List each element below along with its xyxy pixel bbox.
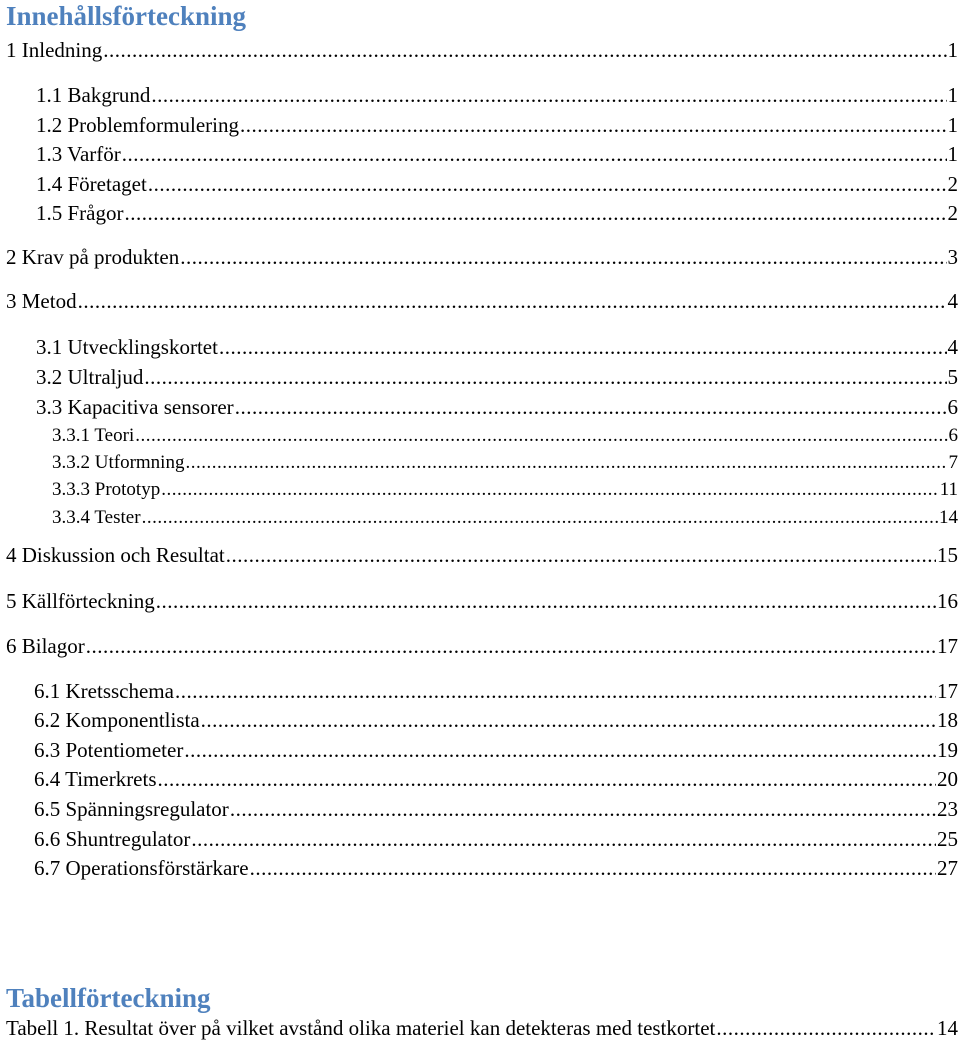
toc-entry[interactable]: [36, 199, 958, 225]
dot-leader: [103, 38, 946, 62]
toc-entry[interactable]: [36, 140, 958, 166]
toc-entry-page: 20: [937, 767, 958, 791]
toc-entry-page: 7: [948, 452, 958, 473]
dot-leader: [184, 738, 936, 762]
toc-entry[interactable]: [34, 736, 958, 762]
toc-entry-label: 3.2 Ultraljud: [36, 365, 144, 389]
toc-entry-page: 4: [947, 289, 958, 313]
table-list-entry-page: 14: [937, 1016, 958, 1040]
toc-entry-page: 6: [947, 395, 958, 419]
toc-entry-page: 16: [937, 589, 958, 613]
toc-entry[interactable]: [52, 423, 958, 447]
toc-entry-label: 3.3.1 Teori: [52, 425, 135, 446]
toc-entry-page: 1: [947, 83, 958, 107]
toc-entry[interactable]: [34, 765, 958, 791]
toc-entry-label: 6 Bilagor: [6, 634, 85, 658]
dot-leader: [122, 142, 947, 166]
dot-leader: [240, 113, 947, 137]
toc-entry-label: 3.1 Utvecklingskortet: [36, 335, 218, 359]
dot-leader: [235, 395, 947, 419]
dot-leader: [78, 289, 947, 313]
table-list-entry[interactable]: [6, 1014, 958, 1040]
toc-entry-page: 25: [937, 827, 958, 851]
dot-leader: [142, 507, 938, 529]
dot-leader: [201, 708, 936, 732]
toc-entry-label: 3 Metod: [6, 289, 77, 313]
toc-entry-label: 4 Diskussion och Resultat: [6, 543, 225, 567]
dot-leader: [191, 827, 936, 851]
table-list-entry-label: Tabell 1. Resultat över på vilket avstånd olika materiel kan detekteras med testkortet: [6, 1016, 716, 1040]
dot-leader: [151, 83, 946, 107]
toc-entry-page: 11: [939, 479, 958, 500]
toc-entry-page: 23: [937, 797, 958, 821]
toc-entry[interactable]: [6, 243, 958, 269]
toc-entry-label: 2 Krav på produkten: [6, 245, 180, 269]
toc-entry[interactable]: [34, 825, 958, 851]
toc-entry-page: 5: [947, 365, 958, 389]
toc-entry[interactable]: [36, 111, 958, 137]
toc-entry-page: 1: [947, 38, 958, 62]
dot-leader: [148, 172, 947, 196]
toc-entry-label: 5 Källförteckning: [6, 589, 155, 613]
dot-leader: [158, 767, 936, 791]
dot-leader: [180, 245, 946, 269]
toc-entry-label: 1.5 Frågor: [36, 201, 124, 225]
toc-entry-label: 6.1 Kretsschema: [34, 679, 174, 703]
toc-entry-label: 1.2 Problemformulering: [36, 113, 239, 137]
dot-leader: [144, 365, 946, 389]
toc-entry-label: 6.5 Spänningsregulator: [34, 797, 229, 821]
dot-leader: [226, 543, 936, 567]
toc-entry-label: 6.2 Komponentlista: [34, 708, 200, 732]
toc-entry-page: 17: [937, 634, 958, 658]
toc-entry-label: 3.3 Kapacitiva sensorer: [36, 395, 234, 419]
toc-entry[interactable]: [52, 450, 958, 474]
toc-entry[interactable]: [34, 677, 958, 703]
dot-leader: [175, 679, 936, 703]
toc-entry-page: 6: [948, 425, 958, 446]
toc-entry-label: 6.6 Shuntregulator: [34, 827, 191, 851]
toc-entry[interactable]: [36, 393, 958, 419]
dot-leader: [716, 1016, 936, 1040]
toc-entry-label: 6.7 Operationsförstärkare: [34, 856, 249, 880]
toc-entry-page: 19: [937, 738, 958, 762]
dot-leader: [185, 452, 947, 474]
toc-entry[interactable]: [34, 795, 958, 821]
toc-entry-page: 1: [947, 142, 958, 166]
toc-entry[interactable]: [6, 287, 958, 313]
toc-entry[interactable]: [34, 854, 958, 880]
toc-entry-page: 2: [947, 172, 958, 196]
toc-entry-page: 27: [937, 856, 958, 880]
toc-entry-page: 2: [947, 201, 958, 225]
toc-entry-page: 17: [937, 679, 958, 703]
toc-entry[interactable]: [34, 706, 958, 732]
toc-entry-page: 15: [937, 543, 958, 567]
toc-entry[interactable]: [36, 170, 958, 196]
dot-leader: [230, 797, 936, 821]
toc-entry[interactable]: [36, 333, 958, 359]
toc-entry-page: 18: [937, 708, 958, 732]
toc-heading: Innehållsförteckning: [6, 1, 247, 31]
dot-leader: [219, 335, 947, 359]
toc-entry-label: 3.3.2 Utformning: [52, 452, 185, 473]
toc-entry-label: 6.3 Potentiometer: [34, 738, 184, 762]
dot-leader: [125, 201, 947, 225]
toc-entry[interactable]: [36, 81, 958, 107]
toc-entry-page: 14: [939, 507, 958, 528]
toc-entry-label: 6.4 Timerkrets: [34, 767, 157, 791]
toc-entry[interactable]: [6, 36, 958, 62]
toc-entry-label: 3.3.3 Prototyp: [52, 479, 161, 500]
toc-entry-label: 1.3 Varför: [36, 142, 121, 166]
toc-entry[interactable]: [6, 632, 958, 658]
toc-entry-page: 1: [947, 113, 958, 137]
toc-entry[interactable]: [6, 587, 958, 613]
dot-leader: [135, 425, 947, 447]
toc-entry[interactable]: [6, 541, 958, 567]
toc-entry[interactable]: [36, 363, 958, 389]
toc-entry-label: 1 Inledning: [6, 38, 103, 62]
dot-leader: [86, 634, 936, 658]
toc-entry[interactable]: [52, 477, 958, 501]
toc-entry-label: 1.1 Bakgrund: [36, 83, 151, 107]
tables-heading: Tabellförteckning: [6, 983, 211, 1013]
toc-entry-label: 3.3.4 Tester: [52, 507, 141, 528]
toc-entry-label: 1.4 Företaget: [36, 172, 147, 196]
toc-entry[interactable]: [52, 505, 958, 529]
dot-leader: [156, 589, 936, 613]
toc-entry-page: 3: [947, 245, 958, 269]
dot-leader: [161, 479, 939, 501]
toc-entry-page: 4: [947, 335, 958, 359]
dot-leader: [250, 856, 936, 880]
